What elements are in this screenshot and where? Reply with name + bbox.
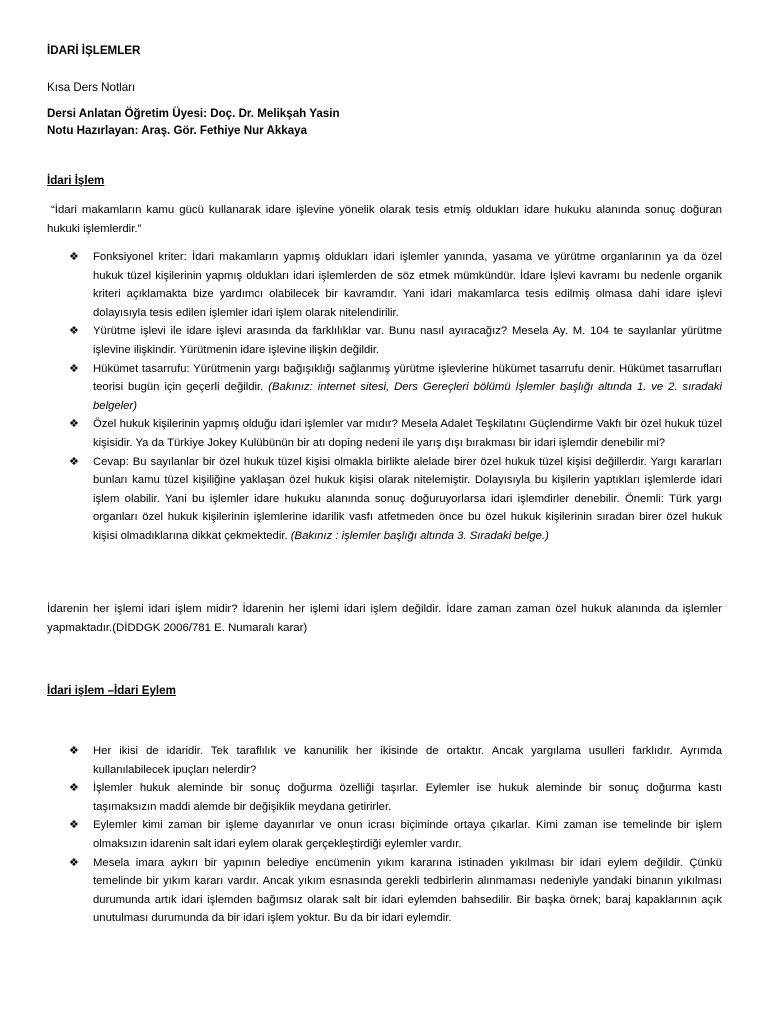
list-item	[47, 854, 722, 928]
list-item-text: Her ikisi de idaridir. Tek taraflılık ve kanunilik her ikisinde de ortaktır. Ancak yargılama usulleri farklıdır. Ayrımda kullanılabilecek ipuçları nelerdir?	[93, 745, 722, 776]
section-heading-islem-eylem: İdari işlem –İdari Eylem	[47, 684, 176, 697]
diamond-bullet-icon: ❖	[69, 418, 79, 431]
diamond-bullet-icon: ❖	[69, 819, 79, 832]
list-item	[47, 742, 722, 779]
list-item-text: Eylemler kimi zaman bir işleme dayanırlar ve onun icrası biçiminde ortaya çıkarlar. Kimi zaman ise temelinde bir işlem olmaksızın idarenin salt idari eylem olarak gerçekleştirdiği eylemler vardır.	[93, 819, 722, 850]
diamond-bullet-icon: ❖	[69, 251, 79, 263]
diamond-bullet-icon: ❖	[69, 362, 79, 375]
list-item	[47, 816, 722, 853]
section2-bullet-list	[47, 742, 722, 928]
diamond-bullet-icon: ❖	[69, 782, 79, 795]
definition-paragraph: “İdari makamların kamu gücü kullanarak idare işlevine yönelik olarak tesis etmiş oldukları idare hukuku alanında sonuç doğuran hukuki işlemlerdir.”	[47, 204, 722, 235]
list-item-text: Cevap: Bu sayılanlar bir özel hukuk tüzel kişisi olmakla birlikte alelade birer özel hukuk tüzel kişisi değillerdir. Yargı kararları bunları kamu tüzel kişiliğine yaklaşan özel hukuk kişisi olarak nitelemiştir. Dolayısıyla bu kişilerin yaptıkları işlemlerde idari işlem olabilir. Yani bu işlemler idare hukuku alanında sonuç doğuruyorlarsa idari işlemdirler denebilir. Önemli: Türk yargı organları özel hukuk kişilerinin işlemlerine idarilik vasfı atfetmeden önce bu özel hukuk kişilerinin sıradan birer özel hukuk kişisi olmadıklarına dikkat çekmektedir.	[93, 455, 722, 542]
list-item	[47, 360, 722, 416]
diamond-bullet-icon: ❖	[69, 856, 79, 869]
diamond-bullet-icon: ❖	[69, 455, 79, 468]
list-item	[47, 415, 722, 452]
list-item-text: Hükümet tasarrufu: Yürütmenin yargı bağışıklığı sağlanmış yürütme işlevlerine hükümet tasarrufu denir. Hükümet tasarrufları teorisi bugün için geçerli değildir.	[93, 362, 722, 394]
section1-bullet-list	[47, 248, 722, 546]
lecturer-line: Dersi Anlatan Öğretim Üyesi: Doç. Dr. Melikşah Yasin	[47, 107, 340, 120]
list-item-text: Özel hukuk kişilerinin yapmış olduğu idari işlemler var mıdır? Mesela Adalet Teşkilatını Güçlendirme Vakfı bir özel hukuk tüzel kişisidir. Ya da Türkiye Jokey Kulübünün bir atı doping nedeni ile yarış dışı bırakması bir idari işlemdir denebilir mi?	[93, 418, 722, 449]
document-title: İDARİ İŞLEMLER	[47, 44, 141, 57]
document-subtitle: Kısa Ders Notları	[47, 81, 136, 94]
prepared-by-line: Notu Hazırlayan: Araş. Gör. Fethiye Nur Akkaya	[47, 124, 308, 137]
list-item-text: Mesela imara aykırı bir yapının belediye encümenin yıkım kararına istinaden yıkılması bir idari eylem değildir. Çünkü temelinde bir yıkım kararı vardır. Ancak yıkım esnasında gerekli tedbirlerin alınmaması nedeniyle yandaki binanın yıkılması durumunda artık idari işlemden bağımsız olarak salt bir idari eylemden bahsedilir. Bir başka örnek; baraj kapaklarının açık unutulması durumunda da bir idari işlem yoktur. Bu da bir idari eylemdir.	[93, 856, 722, 925]
list-item	[47, 248, 722, 322]
list-item	[47, 453, 722, 546]
closing-paragraph: İdarenin her işlemi idari işlem midir? İdarenin her işlemi idari işlem değildir. İdare zaman zaman özel hukuk alanında da işlemler yapmaktadır.(DİDDGK 2006/781 E. Numaralı karar)	[47, 603, 722, 634]
list-item-text: İşlemler hukuk aleminde bir sonuç doğurma özelliği taşırlar. Eylemler ise hukuk aleminde bir sonuç doğurma kastı taşımaksızın maddi alemde bir değişiklik meydana getirirler.	[93, 782, 722, 813]
reference-note: (Bakınız : işlemler başlığı altında 3. Sıradaki belge.)	[290, 529, 549, 542]
list-item-text: Yürütme işlevi ile idare işlevi arasında da farklılıklar var. Bunu nasıl ayıracağız? Mesela Ay. M. 104 te sayılanlar yürütme işlevine ilişkindir. Yürütmenin idare işlevine ilişkin değildir.	[93, 325, 722, 356]
list-item	[47, 779, 722, 816]
list-item	[47, 322, 722, 359]
diamond-bullet-icon: ❖	[69, 325, 79, 338]
list-item-text: Fonksiyonel kriter: İdari makamların yapmış oldukları idari işlemler yanında, yasama ve yürütme organlarının ya da özel hukuk tüzel kişilerinin yapmış oldukları idari işlemlerden de söz etmek mümkündür. İdare İşlevi kavramı bu nedenle organik kriteri açıklamakta bize yardımcı olabilecek bir kavramdır. Yani idari makamlarca tesis edilmiş olmasa dahi idare işlevi dolayısıyla tesis edilen işlemler idari işlem olarak nitelendirilir.	[93, 251, 722, 319]
diamond-bullet-icon: ❖	[69, 745, 79, 757]
reference-note: (Bakınız: internet sitesi, Ders Gereçleri bölümü İşlemler başlığı altında 1. ve 2. sıradaki belgeler)	[93, 381, 722, 412]
section-heading-idari-islem: İdari İşlem	[47, 174, 105, 187]
